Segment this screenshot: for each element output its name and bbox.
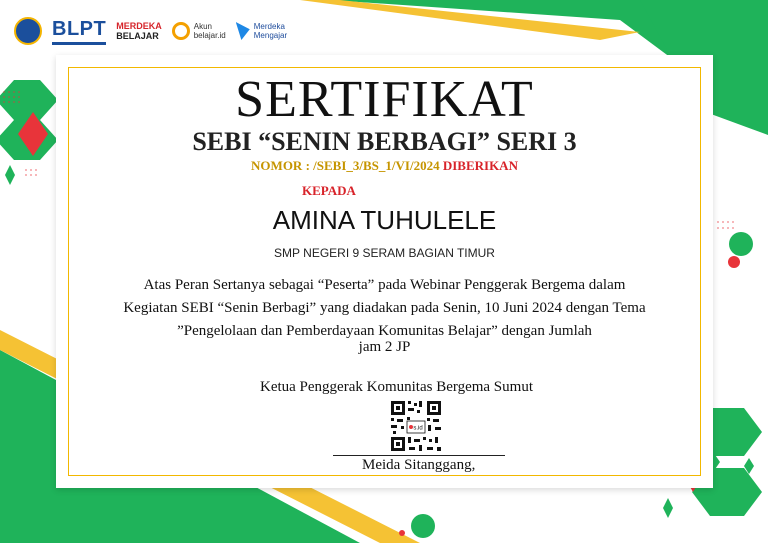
merdeka-mengajar-icon bbox=[236, 22, 250, 40]
blpt-logo bbox=[52, 18, 106, 45]
merdeka-mengajar-logo bbox=[236, 22, 287, 40]
akun-belajar-logo bbox=[172, 22, 226, 40]
nomor-text: NOMOR : /SEBI_3/BS_1/VI/2024 bbox=[251, 158, 440, 173]
br-small-diamond-1 bbox=[663, 498, 673, 518]
recipient-school: SMP NEGERI 9 SERAM BAGIAN TIMUR bbox=[274, 246, 495, 260]
certificate-card bbox=[56, 55, 713, 488]
body-line: ”Pengelolaan dan Pemberdayaan Komunitas Belajar” dengan Jumlah bbox=[177, 323, 592, 339]
kepada-text: KEPADA bbox=[302, 183, 356, 198]
duration-text: jam 2 JP bbox=[358, 339, 411, 355]
akun-text: Akun bbox=[193, 22, 212, 31]
body-line: Kegiatan SEBI “Senin Berbagi” yang diadakan pada Senin, 10 Juni 2024 dengan Tema bbox=[123, 300, 646, 316]
right-green-circle bbox=[729, 232, 753, 256]
qr-label: s.id bbox=[413, 425, 423, 432]
logo-bar bbox=[14, 14, 287, 48]
signer-title: Ketua Penggerak Komunitas Bergema Sumut bbox=[259, 379, 533, 395]
body-line: Atas Peran Sertanya sebagai “Peserta” pada Webinar Penggerak Bergema dalam bbox=[143, 277, 626, 293]
belajar-id-text: belajar.id bbox=[193, 31, 226, 40]
mm-merdeka-text: Merdeka bbox=[253, 22, 285, 31]
bottom-red-dot bbox=[399, 530, 405, 536]
blpt-underline bbox=[52, 42, 106, 45]
qr-code bbox=[389, 399, 443, 453]
certificate-title: SERTIFIKAT bbox=[235, 71, 534, 128]
bottom-green-circle bbox=[411, 514, 435, 538]
mm-mengajar-text: Mengajar bbox=[253, 31, 288, 40]
left-small-diamond bbox=[5, 165, 15, 185]
akun-belajar-icon bbox=[172, 22, 190, 40]
signature-line bbox=[333, 455, 505, 456]
merdeka-text: MERDEKA bbox=[116, 21, 162, 31]
signer-name: Meida Sitanggang, bbox=[362, 457, 476, 473]
certificate-body bbox=[96, 274, 673, 343]
kemdikbud-logo bbox=[14, 17, 42, 45]
blpt-text: BLPT bbox=[52, 17, 107, 40]
tut-wuri-icon bbox=[14, 17, 42, 45]
merdeka-belajar-logo bbox=[116, 21, 162, 41]
right-red-circle bbox=[728, 256, 740, 268]
certificate-subtitle: SEBI “SENIN BERBAGI” SERI 3 bbox=[192, 127, 577, 156]
left-hexagon bbox=[0, 80, 58, 120]
recipient-name: AMINA TUHULELE bbox=[272, 205, 497, 235]
belajar-text: BELAJAR bbox=[116, 31, 159, 41]
certificate-number bbox=[56, 158, 713, 174]
diberikan-text: DIBERIKAN bbox=[442, 158, 518, 173]
